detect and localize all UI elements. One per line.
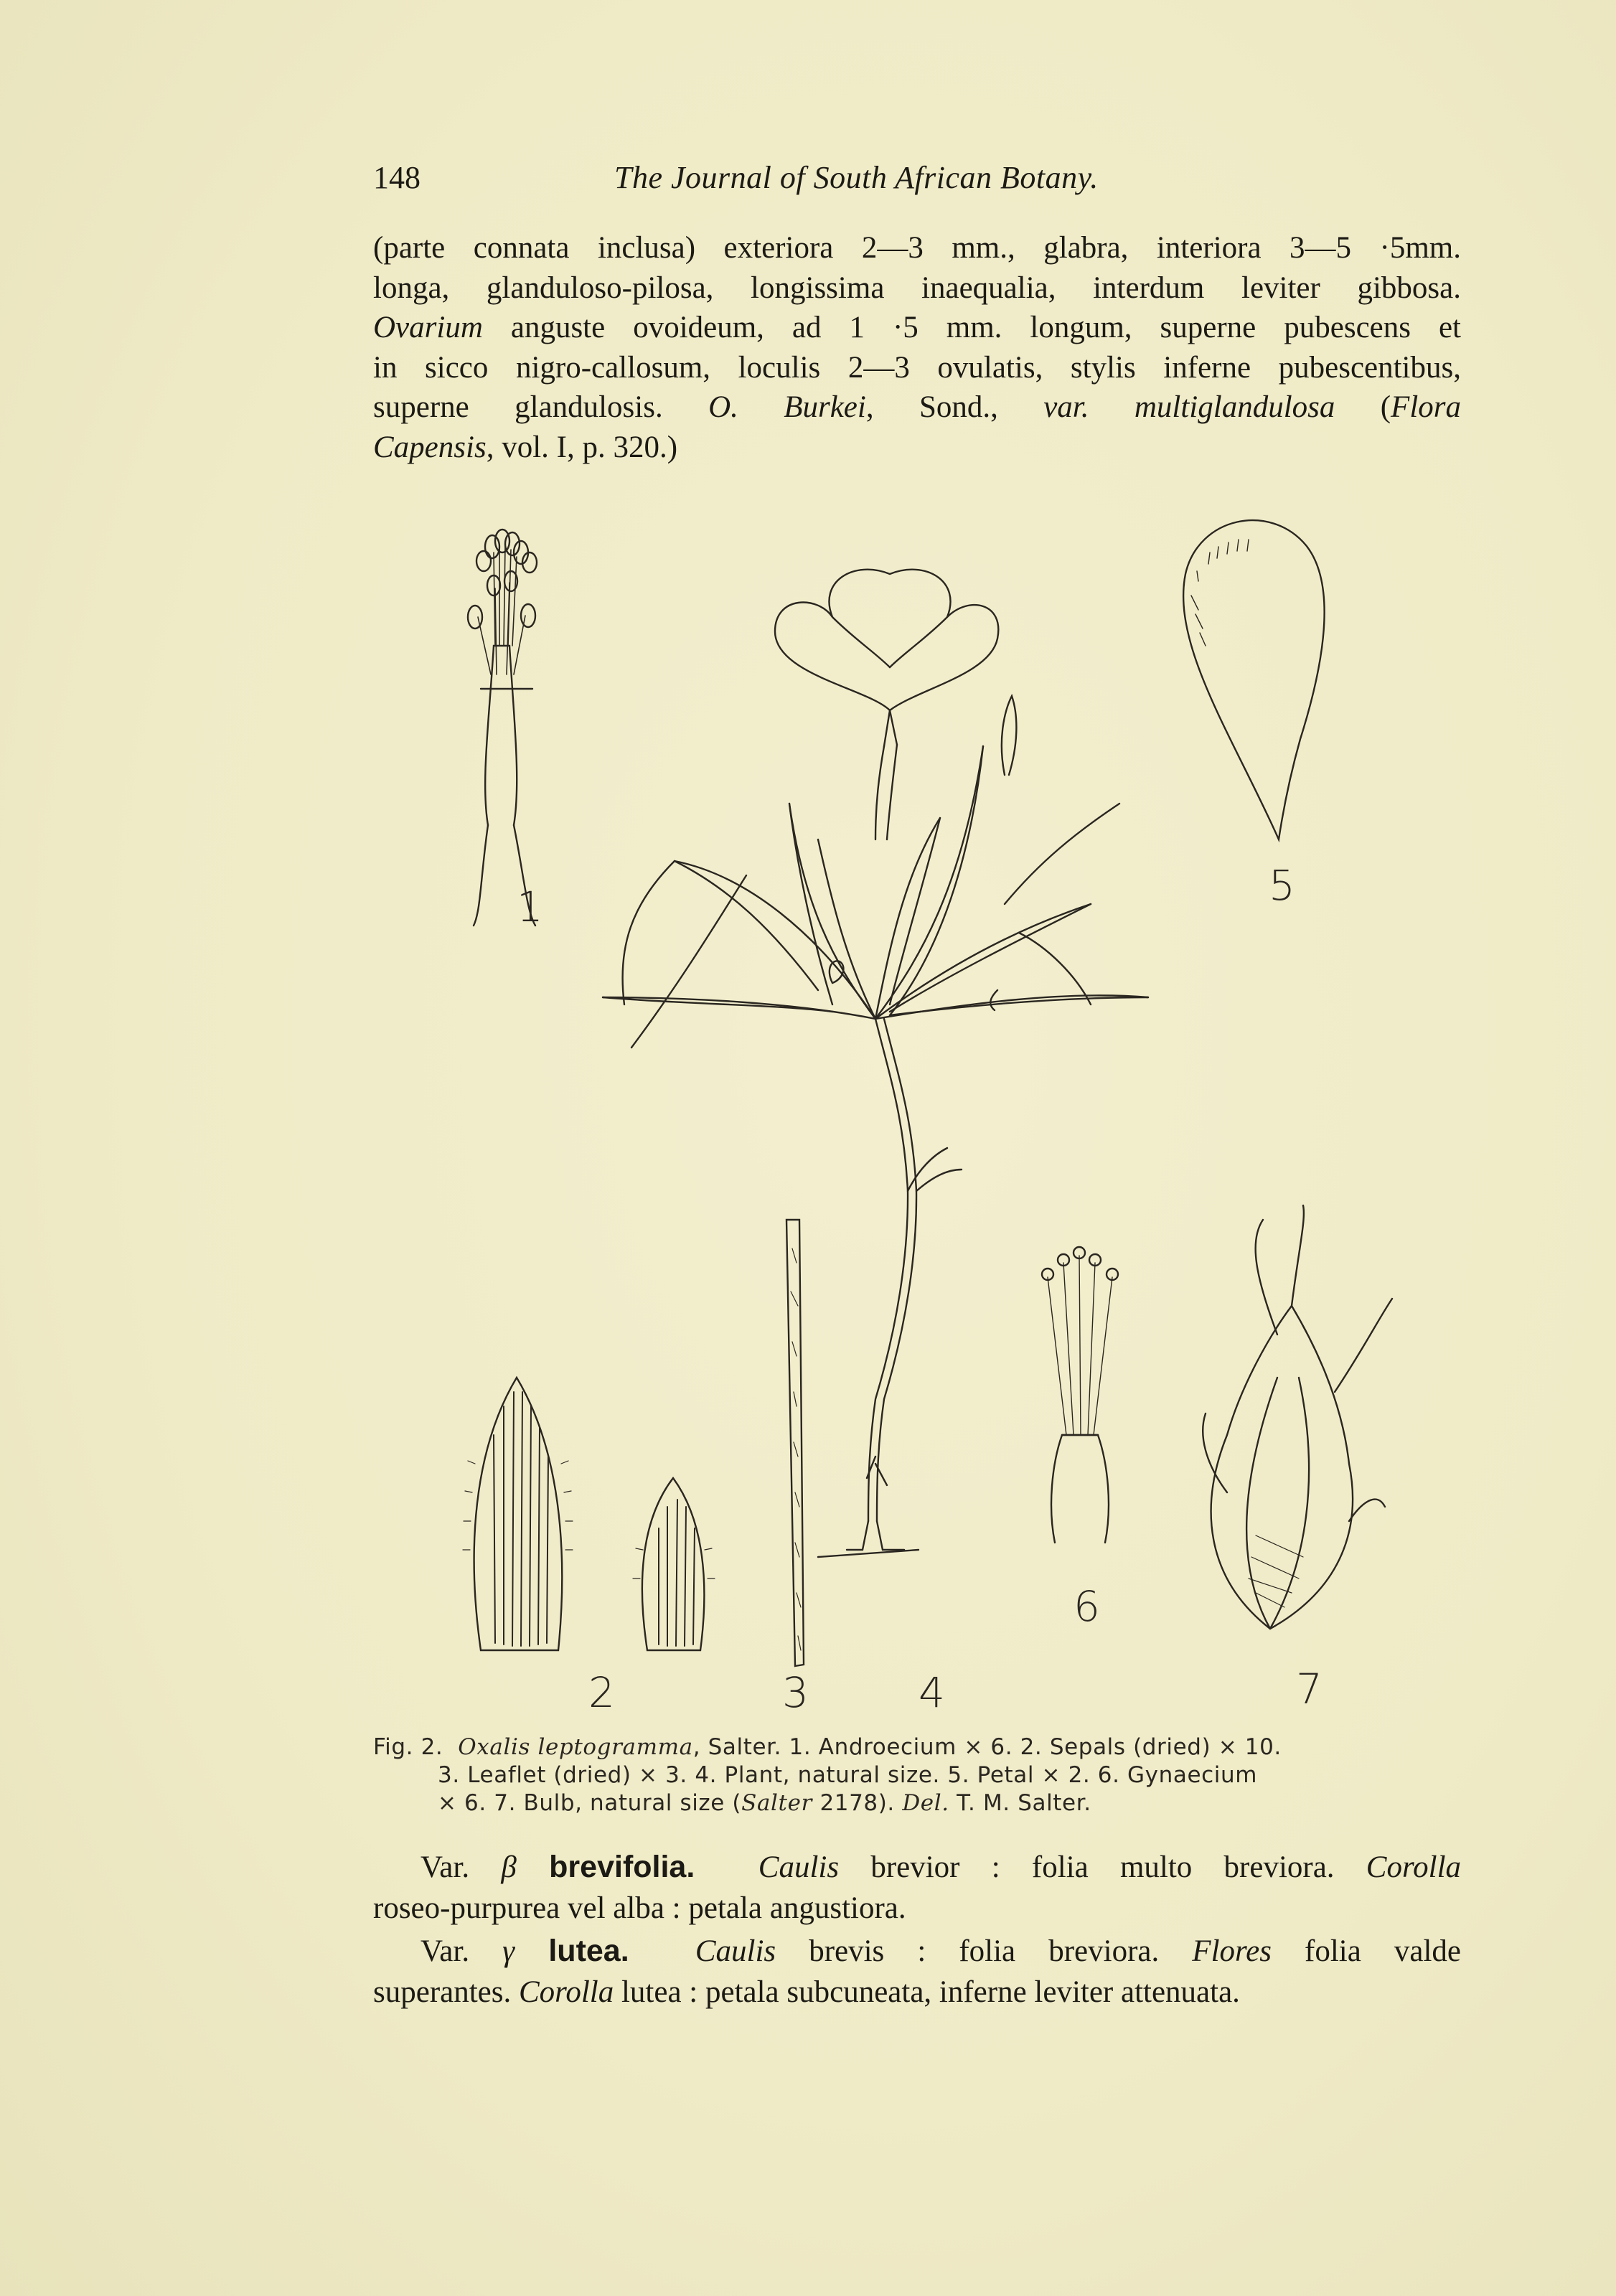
journal-title: The Journal of South African Botany. <box>614 160 1099 195</box>
figure-drawing <box>373 502 1461 1715</box>
page-number: 148 <box>373 160 421 195</box>
figure-label: 3 <box>782 1668 809 1717</box>
text-line: superantes. Corolla lutea : petala subcuneata, inferne leviter attenuata. <box>373 1975 1240 2009</box>
figure-label: 6 <box>1074 1582 1100 1631</box>
figure-caption <box>373 1733 1461 1817</box>
leaflet-drawing <box>786 1220 804 1666</box>
plant-drawing <box>603 570 1148 1557</box>
text-line: superne glandulosis. O. Burkei, Sond., var. multiglandulosa (Flora <box>373 390 1461 424</box>
description-paragraph <box>373 228 1461 467</box>
figure-label: 2 <box>588 1668 615 1717</box>
caption-line: 3. Leaflet (dried) × 3. 4. Plant, natural size. 5. Petal × 2. 6. Gynaecium <box>438 1762 1258 1788</box>
caption-line: × 6. 7. Bulb, natural size (Salter 2178). Del. T. M. Salter. <box>438 1790 1091 1816</box>
figure-label: 4 <box>919 1668 945 1717</box>
androecium-drawing <box>468 530 537 926</box>
text-line: Ovarium anguste ovoideum, ad 1 ·5 mm. longum, superne pubescens et <box>373 311 1461 344</box>
text-line: Var. β brevifolia. Caulis brevior : folia multo breviora. Corolla <box>421 1850 1462 1884</box>
text-line: Var. γ lutea. Caulis brevis : folia breviora. Flores folia valde <box>421 1934 1462 1968</box>
bulb-drawing <box>1203 1205 1392 1629</box>
gynaecium-drawing <box>1042 1247 1118 1543</box>
sepals-drawing <box>463 1378 715 1650</box>
text-line: Capensis, vol. I, p. 320.) <box>373 430 678 464</box>
running-header <box>373 159 1320 202</box>
figure-label: 7 <box>1296 1665 1323 1713</box>
figure-label: 1 <box>517 883 543 931</box>
text-line: (parte connata inclusa) exteriora 2—3 mm., glabra, interiora 3—5 ·5mm. <box>373 231 1461 265</box>
text-line: roseo-purpurea vel alba : petala angustiora. <box>373 1891 906 1925</box>
text-line: longa, glanduloso-pilosa, longissima inaequalia, interdum leviter gibbosa. <box>373 270 1461 305</box>
variety-brevifolia <box>373 1846 1461 1929</box>
variety-lutea <box>373 1930 1461 2013</box>
botanical-figure <box>373 502 1461 1715</box>
caption-line: Fig. 2. Oxalis leptogramma, Salter. 1. Androecium × 6. 2. Sepals (dried) × 10. <box>373 1734 1282 1760</box>
text-line: in sicco nigro-callosum, loculis 2—3 ovulatis, stylis inferne pubescentibus, <box>373 350 1461 385</box>
figure-label: 5 <box>1269 861 1295 910</box>
petal-drawing <box>1183 520 1325 839</box>
